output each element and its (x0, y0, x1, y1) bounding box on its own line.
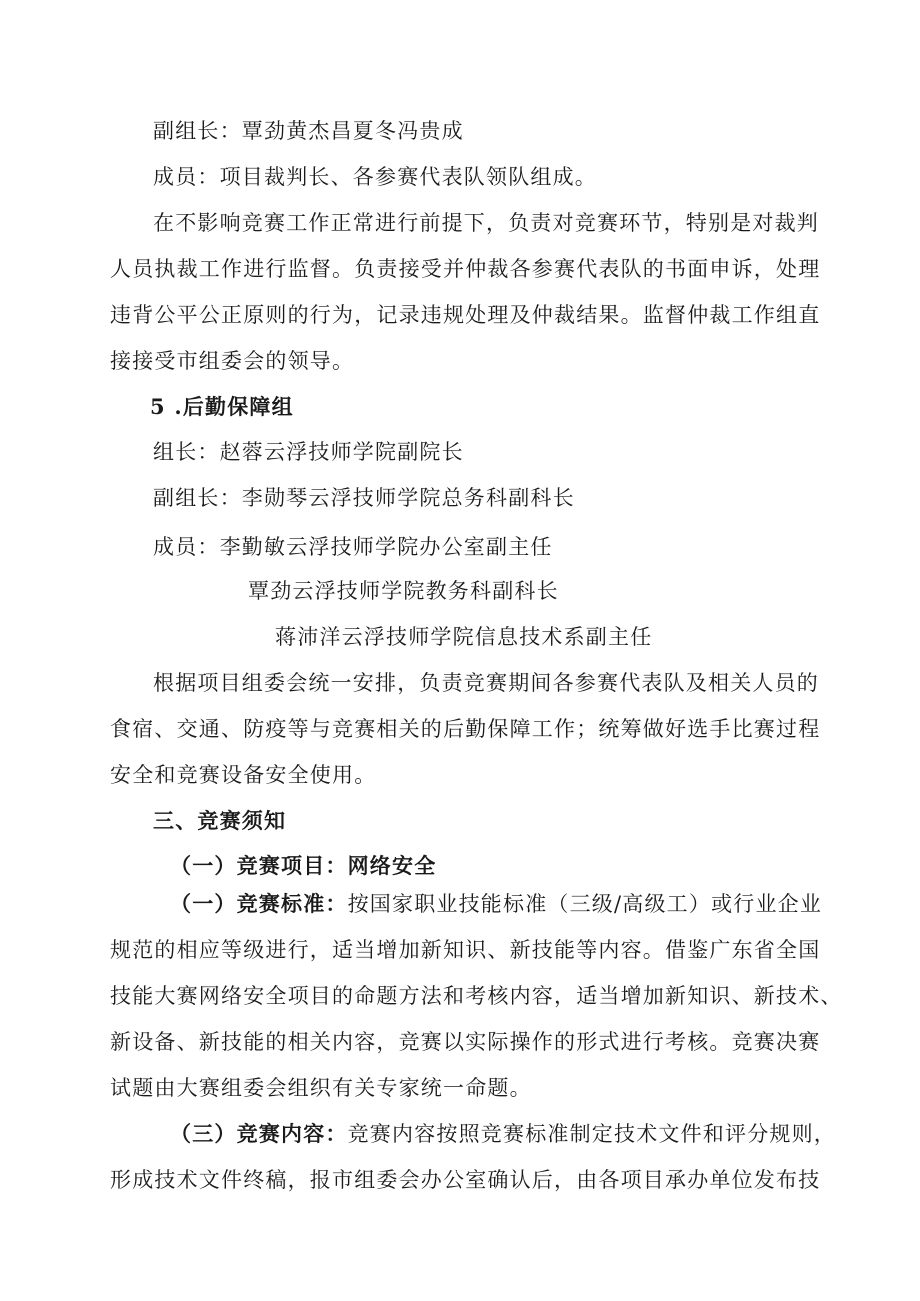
members-line: 成员：李勤敏云浮技师学院办公室副主任 (153, 535, 553, 559)
section-heading: 三、竞赛须知 (153, 808, 287, 833)
paragraph-line: 接接受市组委会的领导。 (110, 349, 355, 373)
item-label: （三）竞赛内容： (170, 1121, 348, 1146)
item-label: （一）竞赛标准： (170, 891, 348, 916)
paragraph-line: 违背公平公正原则的行为，记录违规处理及仲裁结果。监督仲裁工作组直 (110, 303, 821, 327)
deputy-leader-line: 副组长：覃劲黄杰昌夏冬冯贵成 (153, 119, 464, 143)
paragraph-line: 食宿、交通、防疫等与竞赛相关的后勤保障工作；统筹做好选手比赛过程 (110, 717, 821, 741)
members-continuation-line: 蒋沛洋云浮技师学院信息技术系副主任 (275, 625, 653, 649)
paragraph-line: 试题由大赛组委会组织有关专家统一命题。 (110, 1076, 532, 1100)
deputy-leader-line: 副组长：李勋琴云浮技师学院总务科副科长 (153, 486, 575, 510)
paragraph-line: 根据项目组委会统一安排，负责竞赛期间各参赛代表队及相关人员的 (153, 671, 819, 695)
paragraph-line: 安全和竞赛设备安全使用。 (110, 763, 377, 787)
paragraph-line: 技能大赛网络安全项目的命题方法和考核内容，适当增加新知识、新技术、 (110, 984, 843, 1008)
paragraph-line: 规范的相应等级进行，适当增加新知识、新技能等内容。借鉴广东省全国 (110, 938, 821, 962)
item-first-line (170, 889, 822, 919)
paragraph-line: 形成技术文件终稿，报市组委会办公室确认后，由各项目承办单位发布技 (110, 1168, 821, 1192)
members-continuation-line: 覃劲云浮技师学院教务科副科长 (248, 579, 559, 603)
leader-line: 组长：赵蓉云浮技师学院副院长 (153, 440, 464, 464)
item-first-line (170, 1119, 836, 1149)
section-heading: 5 .后勤保障组 (150, 394, 294, 419)
item-heading: （一）竞赛项目：网络安全 (170, 853, 437, 878)
members-line: 成员：项目裁判长、各参赛代表队领队组成。 (153, 165, 597, 189)
paragraph-line: 在不影响竞赛工作正常进行前提下，负责对竞赛环节，特别是对裁判 (153, 211, 819, 235)
paragraph-line: 新设备、新技能的相关内容，竞赛以实际操作的形式进行考核。竞赛决赛 (110, 1030, 821, 1054)
item-text: 按国家职业技能标准（三级/高级工）或行业企业 (347, 892, 823, 916)
paragraph-line: 人员执裁工作进行监督。负责接受并仲裁各参赛代表队的书面申诉，处理 (110, 257, 821, 281)
item-text: 竞赛内容按照竞赛标准制定技术文件和评分规则， (347, 1122, 837, 1146)
